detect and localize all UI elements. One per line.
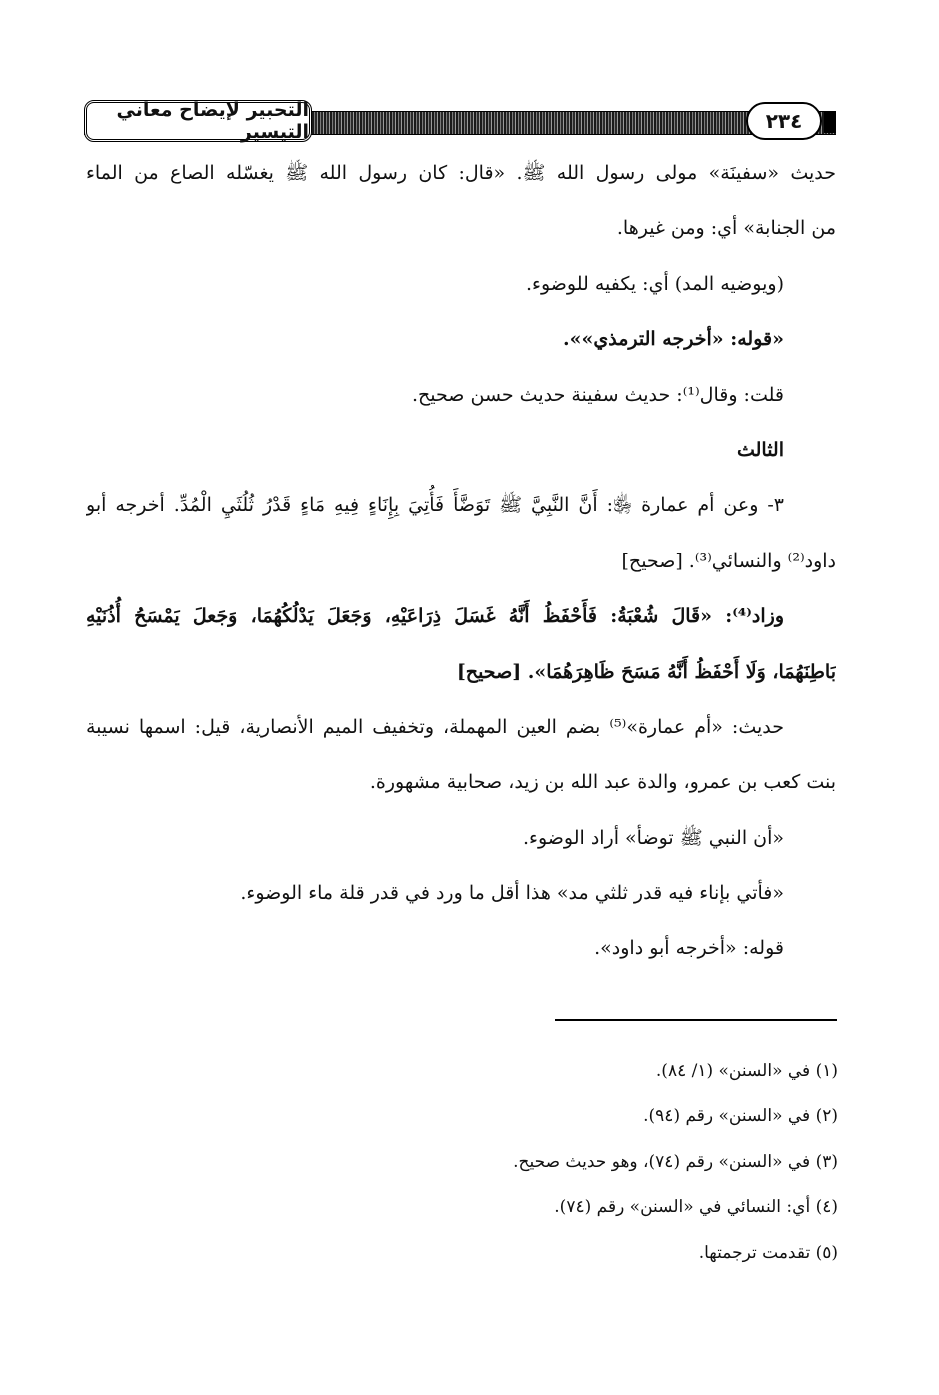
text-line: «أن النبي ﷺ توضأ» أراد الوضوء. xyxy=(522,826,784,849)
hadith-text-line: ٣- وعن أم عمارة ﵂: أَنَّ النَّبِيَّ ﷺ تَوَضَّأَ فَأُتِيَ بِإِنَاءٍ فِيهِ مَاءٍ قَدْرُ ثُلُثَيِ الْمُدِّ. أخرجه أبو xyxy=(86,494,784,517)
book-title: التحبير لإيضاح معاني التيسير xyxy=(116,99,309,143)
text-line: (ويوضيه المد) أي: يكفيه للوضوء. xyxy=(525,272,784,295)
page-number: ٢٣٤ xyxy=(765,109,803,133)
text-line: «فأتي بإناء فيه قدر ثلثي مد» هذا أقل ما ورد في قدر قلة ماء الوضوء. xyxy=(240,882,784,905)
hadith-text-line: بَاطِنَهُمَا، وَلَا أَحْفَظُ أَنَّهُ مَسَحَ ظَاهِرَهُمَا». [صحيح] xyxy=(456,660,836,683)
hadith-text-line: داود⁽²⁾ والنسائي⁽³⁾. [صحيح] xyxy=(621,549,836,572)
footnote: (٣) في «السنن» رقم (٧٤)، وهو حديث صحيح. xyxy=(513,1151,838,1172)
page-number-frame xyxy=(746,102,822,140)
footnote: (٥) تقدمت ترجمتها. xyxy=(698,1242,838,1263)
book-title-frame xyxy=(84,100,312,142)
footnote: (١) في «السنن» (١/ ٨٤). xyxy=(655,1061,838,1081)
text-line: قلت: وقال⁽¹⁾: حديث سفينة حديث حسن صحيح. xyxy=(412,383,784,406)
hadith-text-line: وزاد⁽⁴⁾: «قَالَ شُعْبَةُ: فَأَحْفَظُ أَنَّهُ غَسَلَ ذِرَاعَيْهِ، وَجَعَلَ يَدْلُكُهُمَا، وَجَعلَ يَمْسَحُ أُذُنَيْهِ xyxy=(86,605,784,628)
text-line: حديث: «أم عمارة»⁽⁵⁾ بضم العين المهملة، وتخفيف الميم الأنصارية، قيل: اسمها نسيبة xyxy=(86,715,784,738)
footnote-separator xyxy=(555,1019,837,1021)
text-line: حديث «سفينَة» مولى رسول الله ﷺ. «قال: كان رسول الله ﷺ يغسّله الصاع من الماء xyxy=(86,162,836,184)
text-line: قوله: «أخرجه أبو داود». xyxy=(594,937,784,960)
footnote: (٤) أي: النسائي في «السنن» رقم (٧٤). xyxy=(554,1197,838,1218)
text-line: «قوله: «أخرجه الترمذي»». xyxy=(563,328,784,351)
header-rule-end-cap xyxy=(824,111,836,133)
section-heading: الثالث xyxy=(736,438,784,461)
footnotes xyxy=(300,1049,838,1276)
text-line: بنت كعب بن عمرو، والدة عبد الله بن زيد، صحابية مشهورة. xyxy=(369,771,836,794)
footnote: (٢) في «السنن» رقم (٩٤). xyxy=(643,1106,838,1127)
main-text xyxy=(86,146,836,977)
text-line: من الجنابة» أي: ومن غيرها. xyxy=(616,217,836,240)
page-header xyxy=(84,100,836,146)
